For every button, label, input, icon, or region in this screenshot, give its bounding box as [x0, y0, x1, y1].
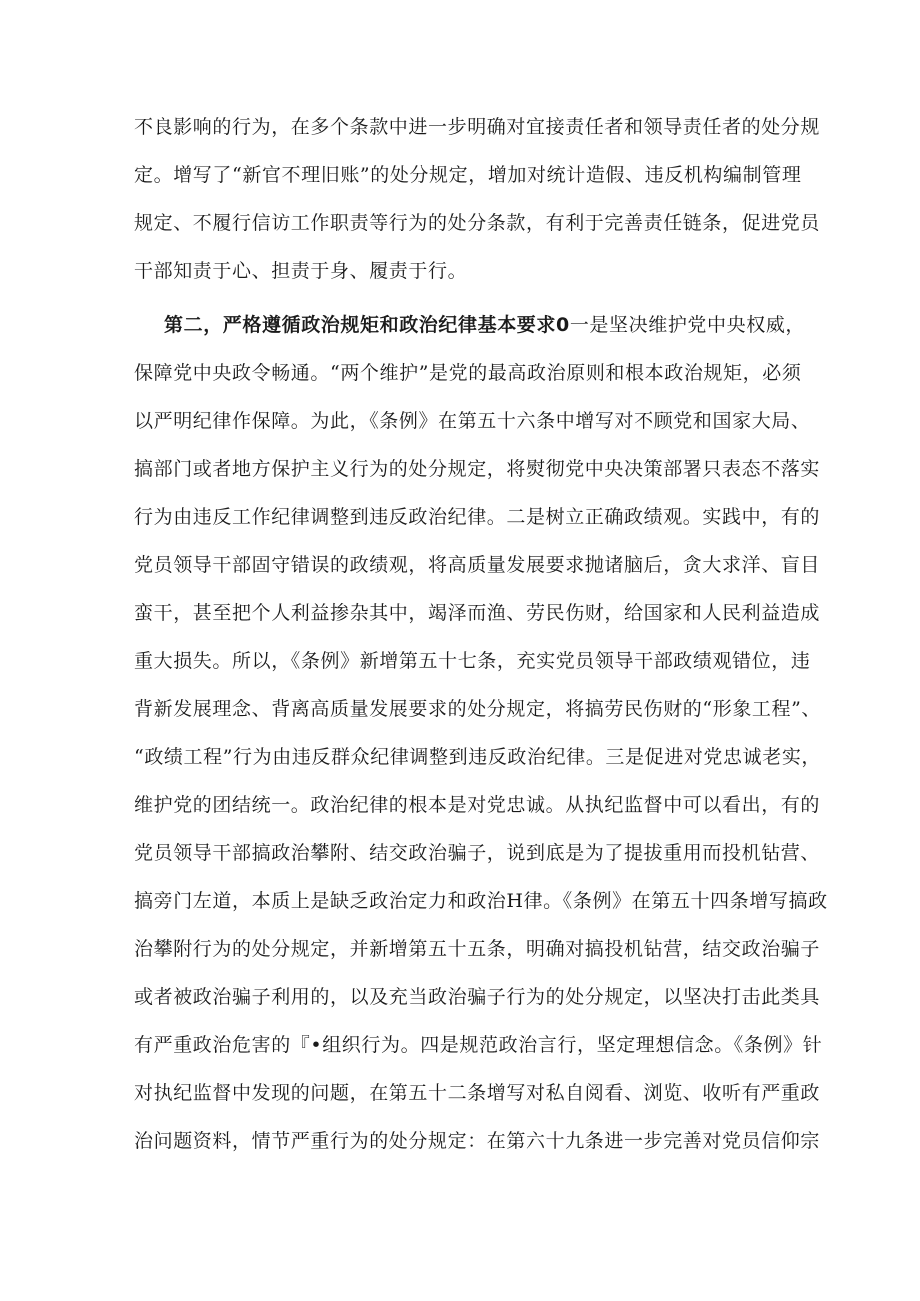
paragraph-line: 行为由违反工作纪律调整到违反政治纪律。二是树立正确政绩观。实践中，有的 [134, 506, 821, 528]
paragraph-line: 搞部门或者地方保护主义行为的处分规定，将熨彻党中央决策部署只表态不落实 [134, 458, 821, 480]
paragraph-line: 保障党中央政令畅通。“两个维护”是党的最高政治原则和根本政治规矩，必须 [134, 362, 802, 384]
paragraph-first-line [134, 301, 814, 349]
paragraph-line: 以严明纪律作保障。为此，《条例》在第五十六条中增写对不顾党和国家大局、 [134, 410, 811, 432]
paragraph-line: 干部知责于心、担责于身、履责于行。 [134, 260, 468, 282]
paragraph-line: 蛮干，甚至把个人利益掺杂其中，竭泽而渔、劳民伤财，给国家和人民利益造成 [134, 602, 821, 624]
paragraph-line: 定。增写了“新官不理旧账”的处分规定，增加对统计造假、违反机构编制管理 [134, 164, 802, 186]
paragraph-line: 搞旁门左道，本质上是缺乏政治定力和政治H律。《条例》在第五十四条增写搞政 [134, 890, 828, 912]
paragraph-line: 对执纪监督中发现的问题，在第五十二条增写对私自阅看、浏览、收听有严重政 [134, 1082, 821, 1104]
paragraph-line: 党员领导干部固守错误的政绩观，将高质量发展要求抛诸脑后，贪大求洋、盲目 [134, 554, 821, 576]
paragraph-line: 不良影响的行为，在多个条款中进一步明确对宜接责任者和领导责任者的处分规 [134, 116, 821, 138]
paragraph-line: 治问题资料，情节严重行为的处分规定：在第六十九条进一步完善对党员信仰宗 [134, 1130, 821, 1152]
paragraph-line: 治攀附行为的处分规定，并新增第五十五条，明确对搞投机钻营，结交政治骗子 [134, 938, 821, 960]
paragraph-line: 规定、不履行信访工作职责等行为的处分条款，有利于完善责任链条，促进党员 [134, 212, 821, 234]
section-heading: 第二，严格遵循政治规矩和政治纪律基本要求0 [164, 314, 570, 336]
paragraph-line: 维护党的团结统一。政治纪律的根本是对党忠诚。从执纪监督中可以看出，有的 [134, 794, 821, 816]
paragraph-line: 或者被政治骗子利用的，以及充当政治骗子行为的处分规定，以坚决打击此类具 [134, 986, 821, 1008]
paragraph-line: 重大损失。所以，《条例》新增第五十七条，充实党员领导干部政绩观错位，违 [134, 650, 811, 672]
paragraph-line: 党员领导干部搞政治攀附、结交政治骗子，说到底是为了提拔重用而投机钻营、 [134, 842, 821, 864]
paragraph-2 [134, 301, 828, 1165]
paragraph-line: 背新发展理念、背离高质量发展要求的处分规定，将搞劳民伤财的“形象工程”、 [134, 698, 822, 720]
paragraph-line: “政绩工程”行为由违反群众纪律调整到违反政治纪律。三是促进对党忠诚老实， [134, 746, 822, 768]
paragraph-line: 有严重政治危害的『•组织行为。四是规范政治言行，坚定理想信念。《条例》针 [134, 1034, 823, 1056]
first-line-rest: 一是坚决维护党中央权威， [569, 314, 806, 336]
paragraph-1 [134, 103, 821, 295]
